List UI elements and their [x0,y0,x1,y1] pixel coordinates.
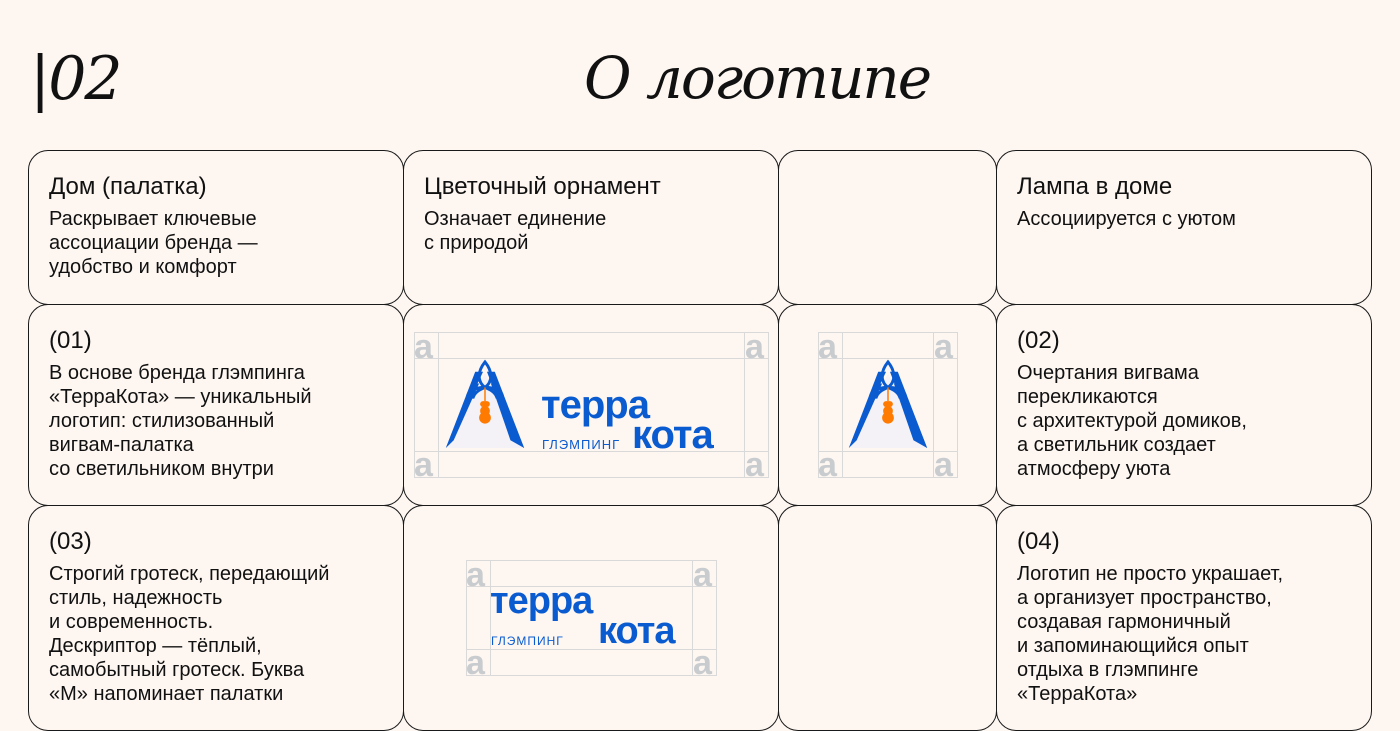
descriptor: ГЛЭМПИНГ [491,634,564,648]
card-heading: (04) [1017,528,1060,555]
spacing-mark: a [934,328,953,366]
tent-icon [843,359,933,451]
card-heading: (01) [49,327,92,354]
tent-logo-icon [440,359,530,451]
card-text: Означает единение с природой [424,208,607,254]
card-ornament [403,150,779,305]
card-heading: Лампа в доме [1017,173,1173,200]
spacing-mark: a [414,328,433,366]
card-wordmark [403,505,779,731]
spacing-mark: a [466,556,485,594]
card-03 [28,505,404,731]
card-text: В основе бренда глэмпинга «ТерраКота» — уникальный логотип: стилизованный вигвам-палатка со светильником внутри [49,362,312,480]
card-lamp [996,150,1372,305]
wordmark-line2: кота [632,413,713,457]
spacing-mark: a [745,328,764,366]
spacing-mark: a [818,446,837,484]
spacing-mark: a [414,446,433,484]
wordmark-line1: терра [490,580,593,622]
card-text: Ассоциируется с уютом [1017,208,1236,230]
wordmark-line1: терра [541,383,649,427]
card-text: Логотип не просто украшает, а организует пространство, создавая гармоничный и запоминающийся опыт отдыха в глэмпинге «ТерраКота» [1017,563,1284,705]
card-text: Очертания вигвама перекликаются с архитектурой домиков, а светильник создает атмосферу уюта [1017,362,1247,480]
spacing-mark: a [693,556,712,594]
descriptor: ГЛЭМПИНГ [542,437,621,452]
card-icon-logo [778,304,997,506]
card-full-logo [403,304,779,506]
card-heading: (03) [49,528,92,555]
card-text: Раскрывает ключевые ассоциации бренда — удобство и комфорт [49,208,258,278]
card-text: Строгий гротеск, передающий стиль, надежность и современность. Дескриптор — тёплый, самобытный гротеск. Буква «М» напоминает палатки [49,563,330,705]
spacing-mark: a [693,644,712,682]
spacing-mark: a [745,446,764,484]
card-01 [28,304,404,506]
card-04 [996,505,1372,731]
spacing-mark: a [934,446,953,484]
card-heading: Дом (палатка) [49,173,207,200]
section-number: |02 [30,44,121,114]
card-heading: (02) [1017,327,1060,354]
card-house [28,150,404,305]
card-02 [996,304,1372,506]
wordmark-line2: кота [598,610,675,652]
page-title: О логотипе [584,44,931,112]
card-heading: Цветочный орнамент [424,173,661,200]
card-empty-top [778,150,997,305]
card-empty-bottom [778,505,997,731]
spacing-mark: a [466,644,485,682]
spacing-mark: a [818,328,837,366]
